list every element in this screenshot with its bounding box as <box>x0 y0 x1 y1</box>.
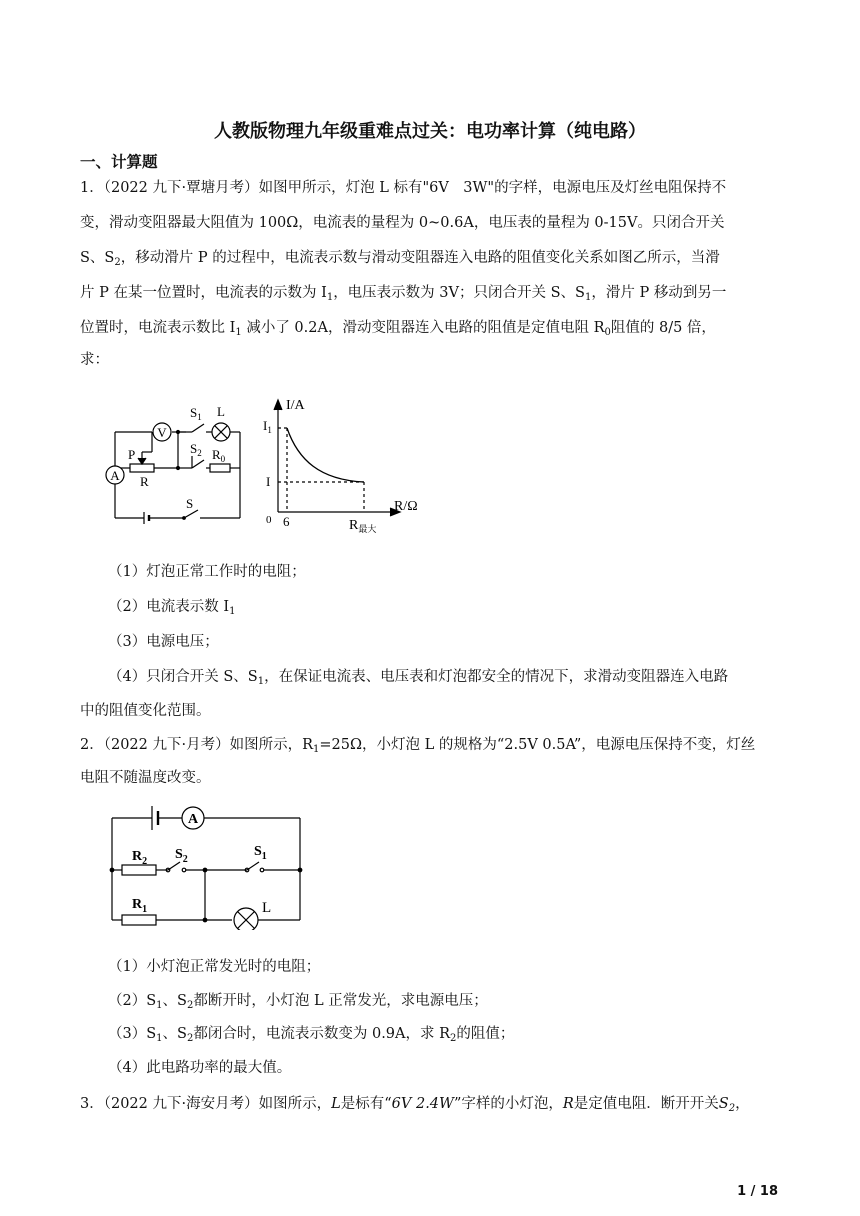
i1-label: $I_1$ <box>263 418 272 435</box>
figure-circuit-1 <box>100 396 250 526</box>
y-axis-label: I/A <box>286 398 305 413</box>
q3-line: 3．（2022 九下·海安月考）如图所示，L是标有“6V 2.4W”字样的小灯泡，R是定值电阻．断开开关$S_2$， <box>80 1096 750 1114</box>
x-axis-label: R/Ω <box>394 499 418 514</box>
i-label: I <box>266 474 271 489</box>
q2-sub4: （4）此电路功率的最大值。 <box>108 1060 292 1076</box>
page-number: 1 / 18 <box>737 1184 778 1199</box>
origin-label: 0 <box>266 514 272 526</box>
switch-s2-label: $S_2$ <box>190 441 202 458</box>
resistor-r2-label: $R_2$ <box>132 849 148 867</box>
ammeter-label: A <box>110 468 120 483</box>
resistor-r0-label: $R_0$ <box>212 447 226 464</box>
switch-s-label: S <box>186 496 194 511</box>
q1-sub2: （2）电流表示数 $I_1$ <box>108 599 236 617</box>
switch-s1-label: $S_1$ <box>254 844 267 862</box>
figure-graph-1 <box>258 392 428 536</box>
q1-line: 位置时，电流表示数比 $I_1$ 减小了 0.2A，滑动变阻器连入电路的阻值是定值电阻 $R_0$阻值的 8/5 倍， <box>80 320 716 338</box>
rheostat-r-label: R <box>140 474 149 489</box>
q2-line: 2．（2022 九下·月考）如图所示，$R_1=25\Omega$，小灯泡 L 的规格为“2.5V 0.5A”，电源电压保持不变，灯丝 <box>80 737 756 755</box>
ammeter-label: A <box>187 812 199 827</box>
q1-sub3: （3）电源电压； <box>108 634 219 650</box>
section-heading: 一、计算题 <box>80 153 158 171</box>
six-label: 6 <box>283 514 290 529</box>
q1-line: 变，滑动变阻器最大阻值为 100Ω，电流表的量程为 0~0.6A，电压表的量程为 0-15V。只闭合开关 <box>80 215 725 231</box>
q1-line: 求： <box>80 352 109 368</box>
voltmeter-label: V <box>157 425 167 440</box>
q2-sub1: （1）小灯泡正常发光时的电阻； <box>108 959 321 975</box>
q1-sub4: （4）只闭合开关 S、$S_1$，在保证电流表、电压表和灯泡都安全的情况下，求滑动变阻器连入电路 <box>108 669 729 687</box>
q2-line: 电阻不随温度改变。 <box>80 770 211 786</box>
resistor-r1-label: $R_1$ <box>132 897 148 915</box>
q2-sub2: $(2)S_1$、$S_2$都断开时，小灯泡 L 正常发光，求电源电压； <box>108 993 488 1011</box>
q1-line: S、$S_2$，移动滑片 P 的过程中，电流表示数与滑动变阻器连入电路的阻值变化关系如图乙所示，当滑 <box>80 250 720 268</box>
page-title: 人教版物理九年级重难点过关：电功率计算（纯电路） <box>214 121 646 142</box>
q1-line: 片 P 在某一位置时，电流表的示数为 $I_1$，电压表示数为 3V；只闭合开关 S、$S_1$，滑片 P 移动到另一 <box>80 285 727 303</box>
lamp-label: L <box>262 900 272 916</box>
switch-s1-label: $S_1$ <box>190 405 202 422</box>
q1-line: 1．（2022 九下·覃塘月考）如图甲所示，灯泡 L 标有"6V 3W"的字样，电源电压及灯丝电阻保持不 <box>80 180 727 196</box>
lamp-label: L <box>217 404 225 419</box>
q1-sub1: （1）灯泡正常工作时的电阻； <box>108 564 306 580</box>
q2-sub3: $(3)S_1$、$S_2$都闭合时，电流表示数变为 0.9A，求 $R_2$的阻值； <box>108 1026 515 1044</box>
switch-s2-label: $S_2$ <box>175 847 188 865</box>
rmax-label: $R_{最大}$ <box>349 518 377 535</box>
figure-circuit-2 <box>104 798 308 930</box>
slider-p-label: P <box>128 447 136 462</box>
q1-sub4-cont: 中的阻值变化范围。 <box>80 703 211 719</box>
